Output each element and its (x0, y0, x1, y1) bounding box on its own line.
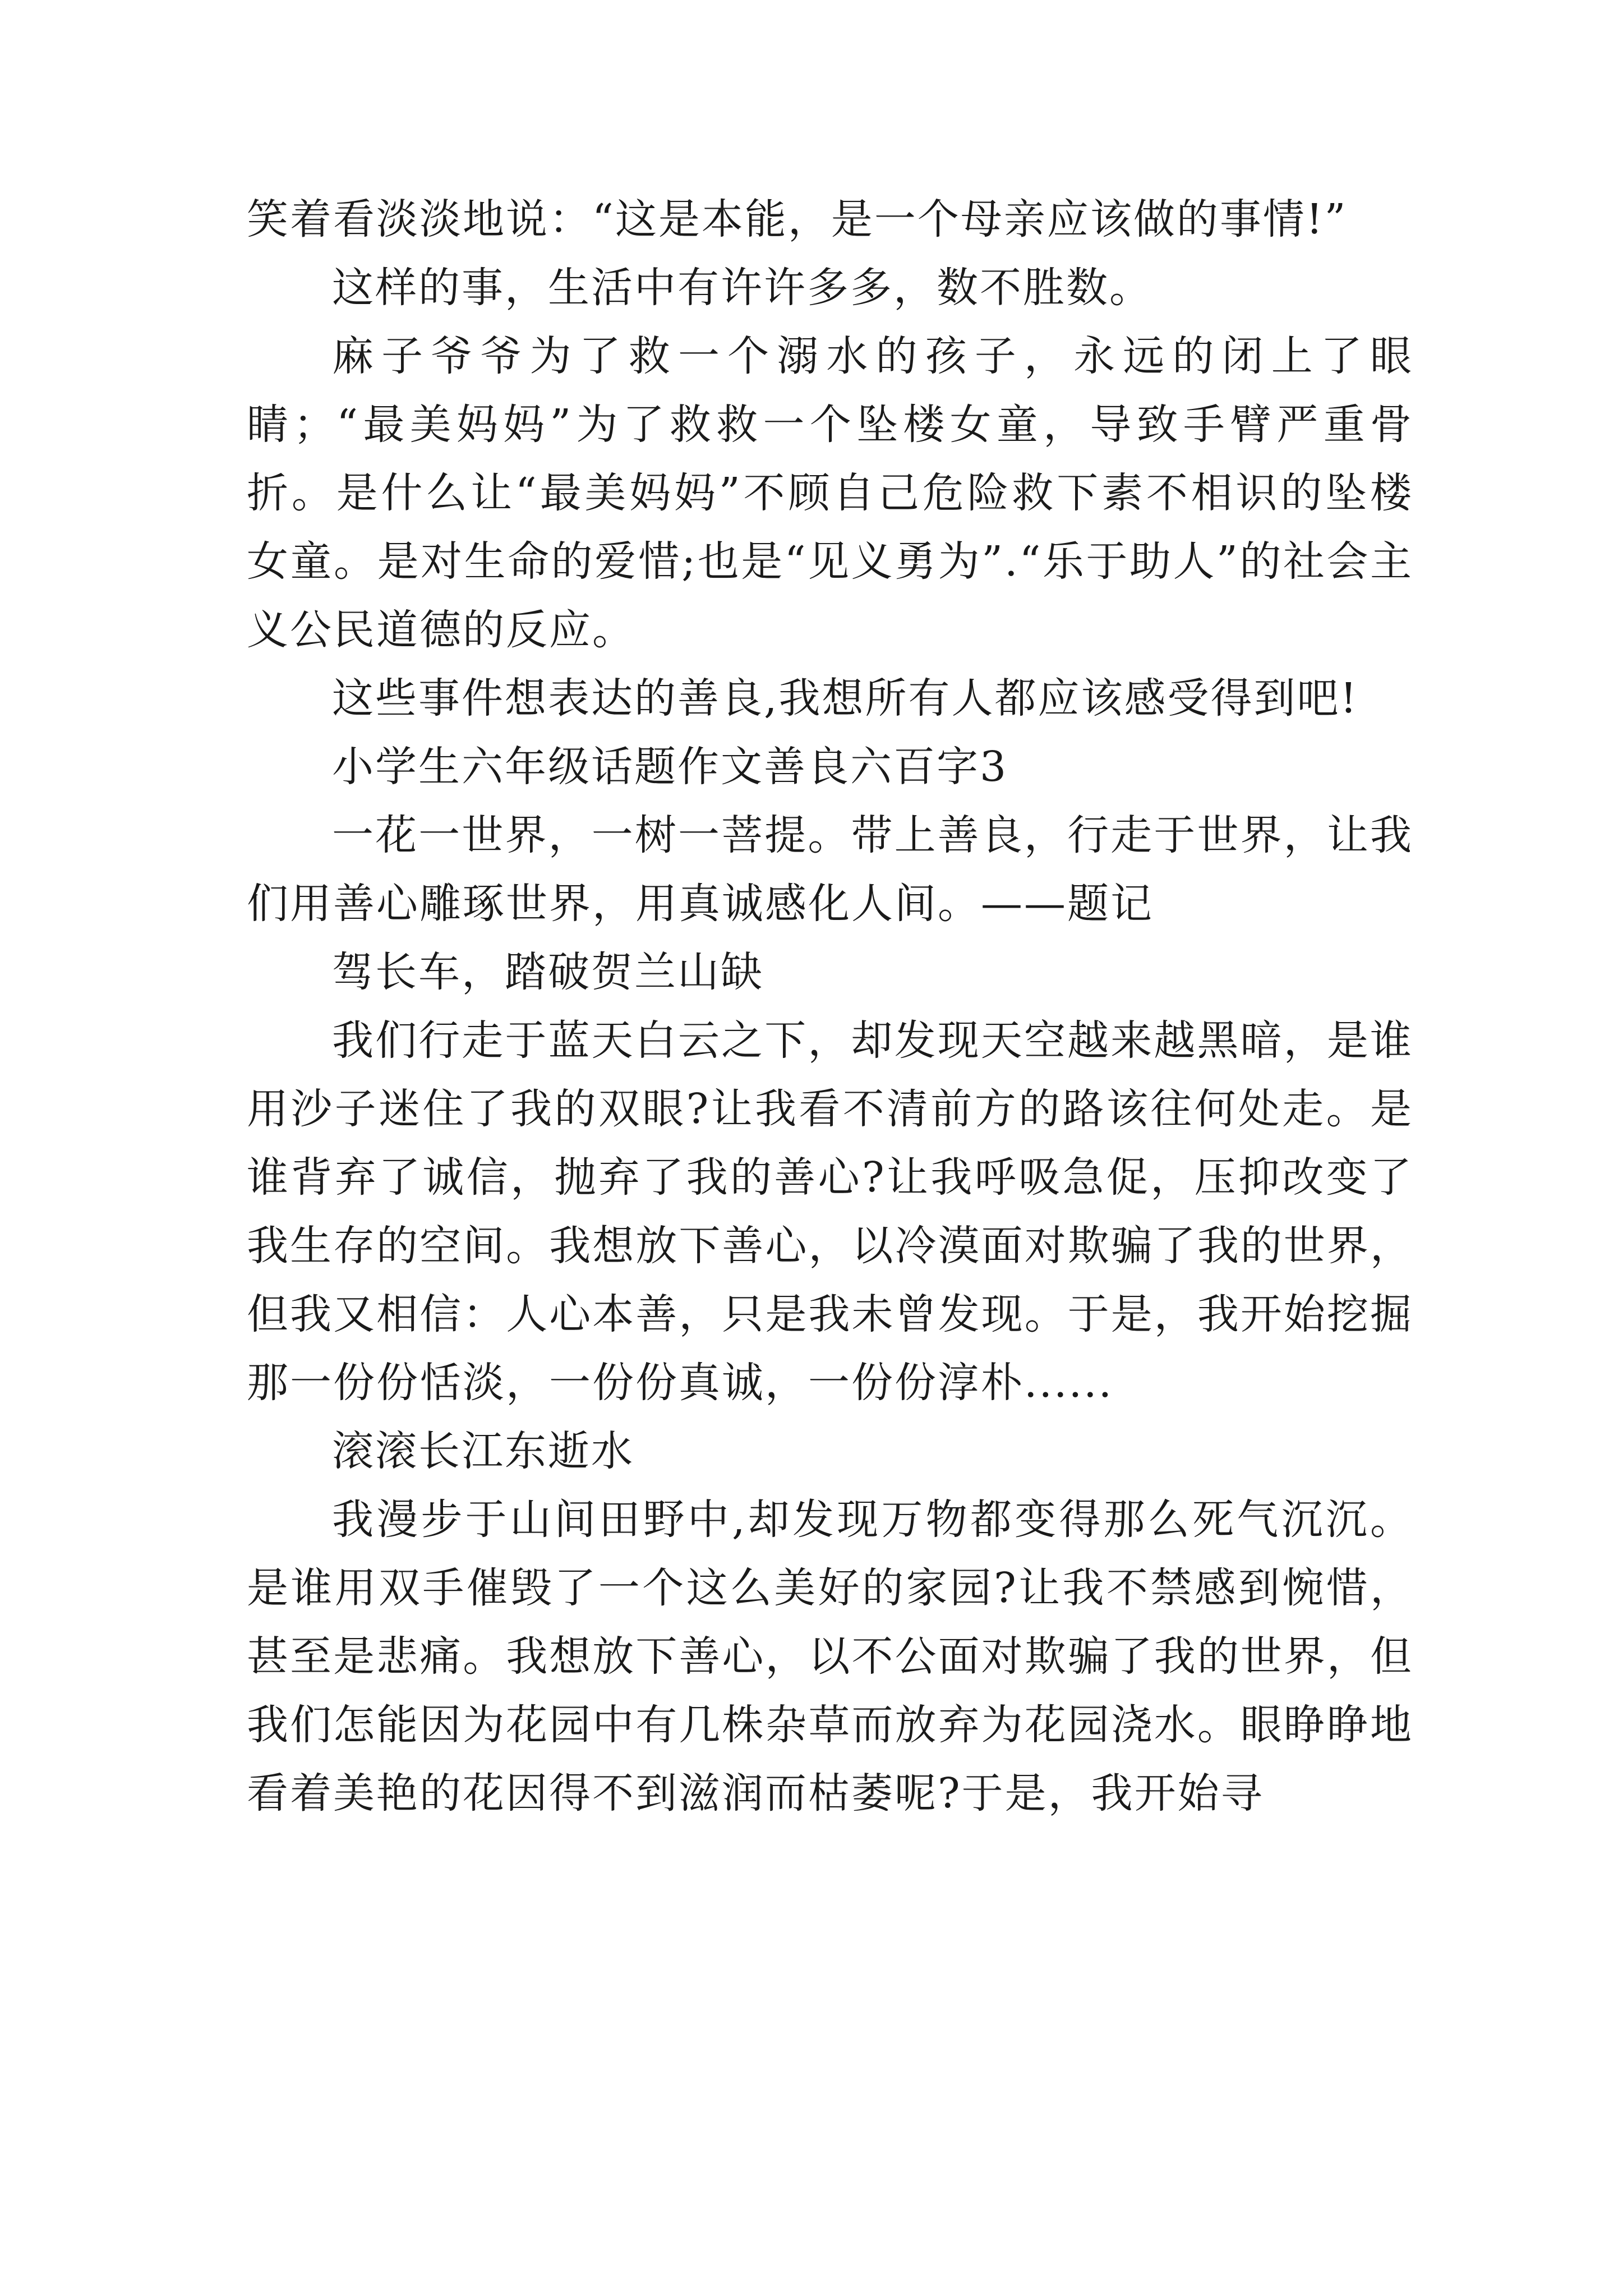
paragraph: 麻子爷爷为了救一个溺水的孩子，永远的闭上了眼睛；“最美妈妈”为了救救一个坠楼女童，导致手臂严重骨折。是什么让“最美妈妈”不顾自己危险救下素不相识的坠楼女童。是对生命的爱惜;也是“见义勇为”.“乐于助人”的社会主义公民道德的反应。 (247, 332, 1413, 654)
paragraph: 笑着看淡淡地说：“这是本能，是一个母亲应该做的事情!” (247, 195, 1348, 243)
paragraph: 这样的事，生活中有许许多多，数不胜数。 (332, 264, 1152, 312)
document-body (247, 185, 1413, 1828)
paragraph: 我们行走于蓝天白云之下，却发现天空越来越黑暗，是谁用沙子迷住了我的双眼?让我看不清前方的路该往何处走。是谁背弃了诚信，抛弃了我的善心?让我呼吸急促，压抑改变了我生存的空间。我想放下善心，以冷漠面对欺骗了我的世界，但我又相信：人心本善，只是我未曾发现。于是，我开始挖掘那一份份恬淡，一份份真诚，一份份淳朴...... (247, 1016, 1413, 1407)
paragraph: 这些事件想表达的善良,我想所有人都应该感受得到吧! (332, 674, 1359, 723)
paragraph: 一花一世界，一树一菩提。带上善良，行走于世界，让我们用善心雕琢世界，用真诚感化人间。——题记 (247, 811, 1413, 928)
subheading: 驾长车，踏破贺兰山缺 (332, 948, 764, 996)
section-heading: 小学生六年级话题作文善良六百字3 (332, 743, 1008, 791)
subheading: 滚滚长江东逝水 (332, 1427, 634, 1475)
paragraph: 我漫步于山间田野中,却发现万物都变得那么死气沉沉。是谁用双手催毁了一个这么美好的家园?让我不禁感到惋惜，甚至是悲痛。我想放下善心，以不公面对欺骗了我的世界，但我们怎能因为花园中有几株杂草而放弃为花园浇水。眼睁睁地看着美艳的花因得不到滋润而枯萎呢?于是，我开始寻 (247, 1496, 1413, 1818)
